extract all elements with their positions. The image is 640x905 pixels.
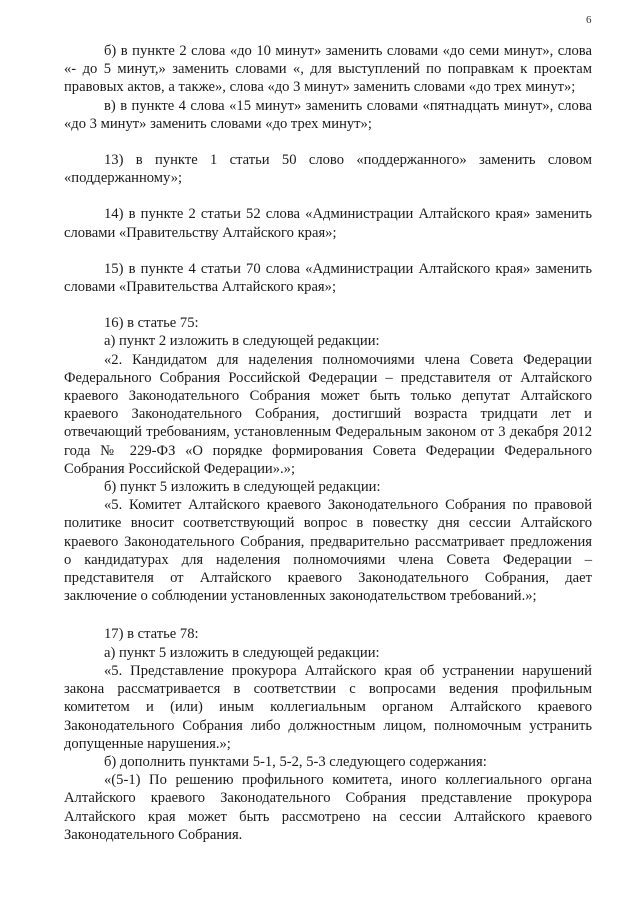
paragraph-17: 17) в статье 78:: [104, 626, 199, 643]
paragraph-b-item2: б) в пункте 2 слова «до 10 минут» заменить словами «до семи минут», слова «- до 5 минут,» заменить словами «, для выступлений по поправкам к проектам правовых актов, а также», слова «до 3 минут» заменить словами «до трех минут»;: [64, 43, 592, 96]
paragraph-16: 16) в статье 75:: [104, 315, 199, 332]
page-number: 6: [586, 14, 592, 26]
paragraph-14: 14) в пункте 2 статьи 52 слова «Администрации Алтайского края» заменить словами «Правительству Алтайского края»;: [64, 206, 592, 241]
paragraph-17-a: а) пункт 5 изложить в следующей редакции:: [104, 644, 380, 661]
paragraph-16-b: б) пункт 5 изложить в следующей редакции:: [104, 479, 381, 496]
paragraph-16-b-text: «5. Комитет Алтайского краевого Законодательного Собрания по правовой политике вносит соответствующий вопрос в повестку дня сессии Алтайского краевого Законодательного Собрания, предварительно рассматривает предложения о кандидатурах для наделения полномочиями члена Совета Федерации – представителя от Алтайского краевого Законодательного Собрания, дает заключение о соблюдении установленных законодательством требований.»;: [64, 497, 592, 605]
paragraph-v-item4: в) в пункте 4 слова «15 минут» заменить словами «пятнадцать минут», слова «до 3 минут» заменить словами «до трех минут»;: [64, 97, 592, 132]
paragraph-13: 13) в пункте 1 статьи 50 слово «поддержанного» заменить словом «поддержанному»;: [64, 152, 592, 187]
paragraph-16-a: а) пункт 2 изложить в следующей редакции:: [104, 333, 380, 350]
document-body: [64, 42, 592, 844]
paragraph-15: 15) в пункте 4 статьи 70 слова «Администрации Алтайского края» заменить словами «Правительства Алтайского края»;: [64, 260, 592, 296]
paragraph-17-b-text: «(5-1) По решению профильного комитета, иного коллегиального органа Алтайского краевого Законодательного Собрания представление прокурора Алтайского края может быть рассмотрено на сессии Алтайского краевого Законодательного Собрания.: [64, 772, 592, 843]
paragraph-16-a-text: «2. Кандидатом для наделения полномочиями члена Совета Федерации Федерального Собрания Российской Федерации – представителя от Алтайского краевого Законодательного Собрания может быть только депутат Алтайского краевого Законодательного Собрания, достигший возраста тридцати лет и отвечающий требованиям, установленным Федеральным законом от 3 декабря 2012 года № 229-ФЗ «О порядке формирования Совета Федерации Федерального Собрания Российской Федерации».»;: [64, 351, 592, 477]
paragraph-17-b: б) дополнить пунктами 5-1, 5-2, 5-3 следующего содержания:: [104, 753, 487, 770]
paragraph-17-a-text: «5. Представление прокурора Алтайского края об устранении нарушений закона рассматривается в соответствии с вопросами ведения профильным комитетом и (или) иным коллегиальным органом Алтайского краевого Законодательного Собрания либо должностным лицом, полномочным устранить допущенные нарушения.»;: [64, 662, 592, 752]
